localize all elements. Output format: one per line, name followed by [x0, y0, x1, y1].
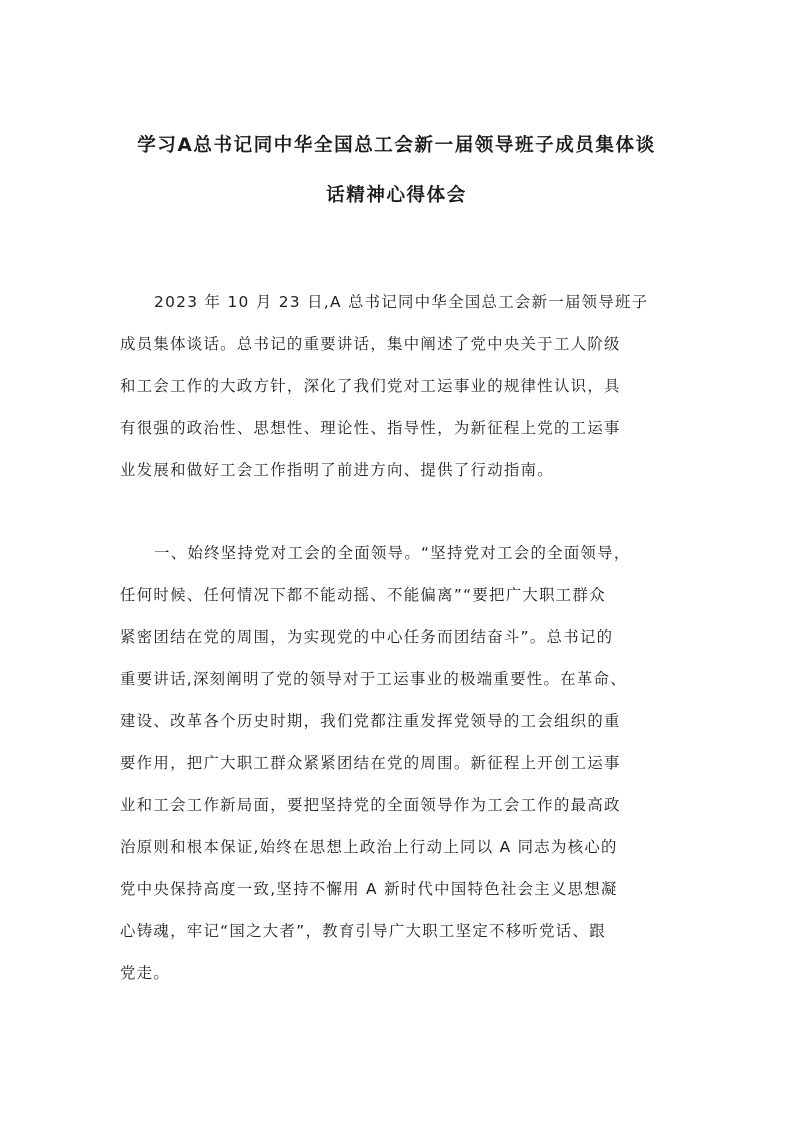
document-title-line-1: 学习A总书记同中华全国总工会新一届领导班子成员集体谈 — [137, 135, 656, 156]
paragraph-1-line-5: 业发展和做好工会工作指明了前进方向、提供了行动指南。 — [120, 461, 554, 479]
paragraph-2-line-9: 党中央保持高度一致,坚持不懈用 A 新时代中国特色社会主义思想凝 — [120, 880, 618, 898]
paragraph-2-line-5: 建设、改革各个历史时期，我们党都注重发挥党领导的工会组织的重 — [120, 712, 621, 730]
paragraph-2-line-11: 党走。 — [120, 964, 171, 982]
paragraph-1-line-2: 成员集体谈话。总书记的重要讲话，集中阐述了党中央关于工人阶级 — [120, 335, 621, 353]
paragraph-2-line-3: 紧密团结在党的周围，为实现党的中心任务而团结奋斗”。总书记的 — [120, 628, 614, 646]
paragraph-1-line-3: 和工会工作的大政方针，深化了我们党对工运事业的规律性认识，具 — [120, 377, 621, 395]
paragraph-2-line-6: 要作用，把广大职工群众紧紧团结在党的周围。新征程上开创工运事 — [120, 754, 621, 772]
paragraph-1-line-4: 有很强的政治性、思想性、理论性、指导性，为新征程上党的工运事 — [120, 419, 621, 437]
paragraph-1-line-1: 2023 年 10 月 23 日,A 总书记同中华全国总工会新一届领导班子 — [154, 293, 649, 311]
document-title-line-2: 话精神心得体会 — [326, 185, 467, 206]
paragraph-2-line-10: 心铸魂，牢记“国之大者”，教育引导广大职工坚定不移听党话、跟 — [120, 922, 606, 940]
paragraph-2-line-4: 重要讲话,深刻阐明了党的领导对于工运事业的极端重要性。在革命、 — [120, 670, 627, 688]
paragraph-2-line-7: 业和工会工作新局面，要把坚持党的全面领导作为工会工作的最高政 — [120, 796, 621, 814]
paragraph-2-line-8: 治原则和根本保证,始终在思想上政治上行动上同以 A 同志为核心的 — [120, 838, 618, 856]
paragraph-2-line-2: 任何时候、任何情况下都不能动摇、不能偏离”“要把广大职工群众 — [120, 586, 606, 604]
paragraph-2-line-1: 一、始终坚持党对工会的全面领导。“坚持党对工会的全面领导， — [154, 544, 631, 562]
